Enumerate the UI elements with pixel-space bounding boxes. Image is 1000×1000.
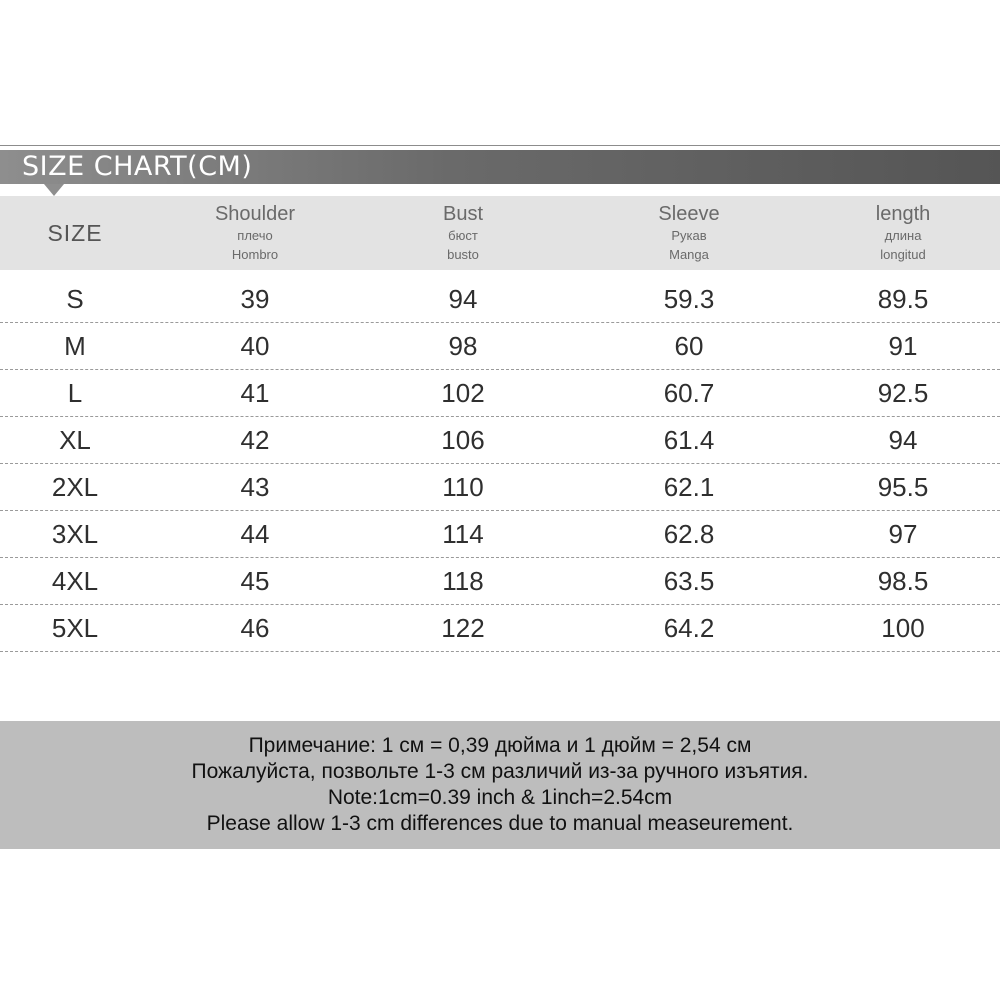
shoulder-cell: 41: [240, 378, 270, 408]
shoulder-cell: 45: [240, 566, 270, 596]
shoulder-cell: 44: [240, 519, 270, 549]
size-cell: L: [67, 378, 83, 408]
bust-cell: 110: [442, 472, 484, 502]
table-row: [0, 464, 1000, 511]
size-cell: 3XL: [51, 519, 99, 549]
size-cell: M: [64, 331, 86, 361]
bust-cell: 98: [448, 331, 478, 361]
measurement-note: [0, 721, 1000, 849]
length-cell: 95.5: [877, 472, 929, 502]
header-bust-es: busto: [447, 246, 479, 262]
header-bust-label: Bust: [442, 202, 484, 225]
shoulder-cell: 46: [240, 613, 270, 643]
header-shoulder: [155, 196, 355, 270]
bust-cell: 122: [441, 613, 485, 643]
header-sleeve-ru: Рукав: [671, 227, 707, 243]
table-row: [0, 417, 1000, 464]
bust-cell: 114: [442, 519, 484, 549]
length-cell: 92.5: [877, 378, 929, 408]
header-sleeve: [589, 196, 789, 270]
shoulder-cell: 40: [240, 331, 270, 361]
note-line-en-1: Note:1cm=0.39 inch & 1inch=2.54cm: [327, 786, 673, 809]
table-row: [0, 605, 1000, 652]
header-length-label: length: [875, 202, 931, 225]
shoulder-cell: 42: [240, 425, 270, 455]
sleeve-cell: 62.1: [663, 472, 715, 502]
shoulder-cell: 43: [240, 472, 270, 502]
header-sleeve-es: Manga: [669, 246, 709, 262]
sleeve-cell: 60: [674, 331, 704, 361]
note-line-ru-2: Пожалуйста, позвольте 1-3 см различий из-за ручного изъятия.: [191, 760, 809, 783]
length-cell: 100: [881, 613, 925, 643]
bust-cell: 106: [441, 425, 485, 455]
sleeve-cell: 60.7: [663, 378, 715, 408]
title-banner: [0, 150, 1000, 184]
size-cell: S: [66, 284, 84, 314]
header-size-label: SIZE: [47, 219, 103, 246]
length-cell: 98.5: [877, 566, 929, 596]
header-bust-ru: бюст: [448, 227, 478, 243]
header-bust: [363, 196, 563, 270]
table-row: [0, 276, 1000, 323]
length-cell: 89.5: [877, 284, 929, 314]
header-shoulder-es: Hombro: [231, 246, 279, 262]
length-cell: 91: [888, 331, 918, 361]
top-divider: [0, 145, 1000, 146]
note-line-ru-1: Примечание: 1 см = 0,39 дюйма и 1 дюйм = 2,54 см: [248, 734, 752, 757]
shoulder-cell: 39: [240, 284, 270, 314]
header-size: [0, 196, 175, 270]
table-row: [0, 511, 1000, 558]
header-shoulder-ru: плечо: [237, 227, 273, 243]
chart-title: SIZE CHART(CM): [22, 151, 253, 182]
size-cell: 5XL: [51, 613, 99, 643]
sleeve-cell: 64.2: [663, 613, 715, 643]
sleeve-cell: 63.5: [663, 566, 715, 596]
size-table: [0, 196, 1000, 652]
sleeve-cell: 62.8: [663, 519, 715, 549]
header-shoulder-label: Shoulder: [214, 202, 296, 225]
size-cell: XL: [59, 425, 91, 455]
table-row: [0, 370, 1000, 417]
table-header: [0, 196, 1000, 270]
header-sleeve-label: Sleeve: [658, 202, 720, 225]
bust-cell: 102: [441, 378, 485, 408]
length-cell: 94: [888, 425, 918, 455]
header-length-es: longitud: [880, 246, 926, 262]
size-cell: 2XL: [51, 472, 99, 502]
bust-cell: 94: [448, 284, 478, 314]
table-row: [0, 323, 1000, 370]
header-length: [803, 196, 1000, 270]
bust-cell: 118: [442, 566, 484, 596]
note-line-en-2: Please allow 1-3 cm differences due to manual measeurement.: [206, 812, 794, 835]
size-cell: 4XL: [51, 566, 99, 596]
header-length-ru: длина: [884, 227, 922, 243]
sleeve-cell: 59.3: [663, 284, 715, 314]
sleeve-cell: 61.4: [663, 425, 715, 455]
length-cell: 97: [888, 519, 918, 549]
title-pointer-icon: [44, 184, 64, 196]
table-row: [0, 558, 1000, 605]
